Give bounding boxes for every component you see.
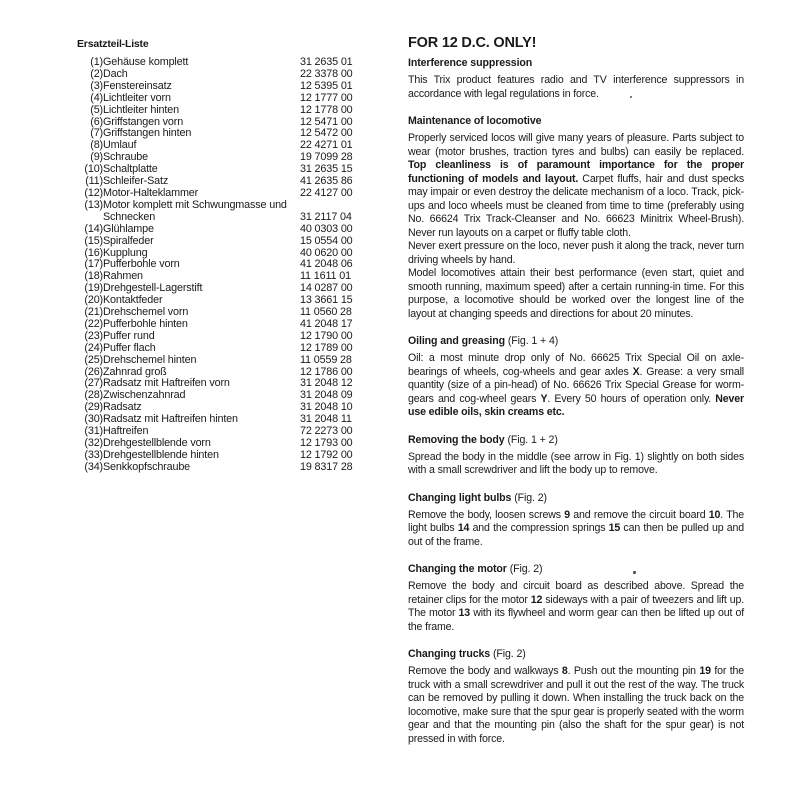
instructions-column bbox=[408, 34, 744, 759]
section-heading bbox=[408, 114, 744, 128]
part-index: (34) bbox=[84, 460, 103, 473]
part-name: Pufferbohle hinten bbox=[103, 317, 188, 330]
body-text: Never exert pressure on the loco, never push it along the track, never turn driving wheels by hand. bbox=[408, 240, 744, 266]
section-title: Oiling and greasing bbox=[408, 335, 505, 347]
body-text: can then be pulled up and out of the frame. bbox=[408, 522, 744, 548]
part-name: Dach bbox=[103, 67, 128, 80]
part-name: Zahnrad groß bbox=[103, 365, 167, 378]
body-text: . Grease: a very small quantity (size of a pin-head) of No. 66626 Trix Special Grease for worm-gears and cog-wheel gears bbox=[408, 365, 744, 405]
parts-list-item bbox=[77, 93, 367, 105]
part-number: 11 1611 01 bbox=[300, 270, 351, 283]
part-index: (1) bbox=[90, 56, 103, 68]
part-index: (6) bbox=[90, 115, 103, 128]
section-title: Interference suppression bbox=[408, 57, 533, 69]
part-name: Radsatz mit Haftreifen vorn bbox=[103, 377, 230, 390]
part-name: Zwischenzahnrad bbox=[103, 389, 186, 402]
print-speck bbox=[633, 571, 636, 574]
emphasized-text: 10 bbox=[708, 508, 721, 521]
body-text: and the compression springs bbox=[469, 522, 609, 534]
part-index: (33) bbox=[84, 448, 103, 461]
part-number: 31 2048 10 bbox=[300, 401, 353, 414]
part-number: 11 0560 28 bbox=[300, 306, 352, 319]
parts-list-item bbox=[77, 105, 367, 117]
part-number: 31 2117 04 bbox=[300, 210, 352, 223]
part-index: (10) bbox=[84, 163, 103, 176]
parts-list-item bbox=[77, 331, 367, 343]
part-index: (4) bbox=[90, 91, 103, 104]
part-index: (14) bbox=[84, 222, 103, 235]
figure-reference: (Fig. 2) bbox=[509, 563, 543, 575]
body-text: Oil: a most minute drop only of No. 66625 Trix Special Oil on axle-bearings of wheels, cog-wheels and gear axles bbox=[408, 352, 744, 378]
section-heading bbox=[408, 433, 744, 447]
parts-list-item bbox=[77, 224, 367, 236]
part-index: (30) bbox=[84, 413, 103, 426]
part-index: (31) bbox=[84, 425, 103, 438]
emphasized-text: 8 bbox=[561, 665, 568, 677]
part-name: Drehgestell-Lagerstift bbox=[103, 282, 203, 295]
part-number: 41 2048 06 bbox=[300, 258, 353, 271]
part-number: 12 5471 00 bbox=[300, 115, 353, 128]
part-index: (13) bbox=[84, 198, 103, 211]
section-heading bbox=[408, 334, 744, 348]
body-text: Carpet fluffs, hair and dust specks may impair or even destroy the delicate mechanism of a loco. Track, pick-ups and loco wheels must be cleaned from time to time (preferably using No. 66624 Trix Track-Cleanser and No. 66623 Minitrix Wheel-Brush). Never run layouts on a carpet or fluffy table cloth. bbox=[408, 172, 745, 239]
part-number: 12 1778 00 bbox=[300, 103, 353, 116]
part-number: 31 2635 15 bbox=[300, 163, 353, 176]
parts-list-item bbox=[77, 200, 367, 224]
part-name: Kontaktfeder bbox=[103, 294, 163, 307]
part-number: 12 1789 00 bbox=[300, 341, 353, 354]
instruction-section bbox=[408, 433, 744, 478]
part-number: 12 5395 01 bbox=[300, 79, 353, 92]
part-number: 12 1786 00 bbox=[300, 365, 353, 378]
part-number: 31 2048 09 bbox=[300, 389, 353, 402]
section-paragraph bbox=[408, 240, 744, 267]
section-heading bbox=[408, 562, 744, 576]
part-name: Griffstangen hinten bbox=[103, 127, 192, 140]
part-index: (16) bbox=[84, 246, 103, 259]
instruction-section bbox=[408, 56, 744, 101]
body-text: Model locomotives attain their best performance (even start, quiet and smooth running, maximum speed) after a certain running-in time. For this purpose, a locomotive should be worked over the longest line of the layout at changing speeds and directions for about 20 minutes. bbox=[408, 267, 744, 320]
part-number: 12 5472 00 bbox=[300, 127, 353, 140]
section-paragraph bbox=[408, 352, 744, 420]
part-index: (23) bbox=[84, 329, 103, 342]
parts-list-column bbox=[77, 38, 367, 474]
parts-list-title: Ersatzteil-Liste bbox=[77, 38, 149, 50]
section-title: Removing the body bbox=[408, 433, 505, 446]
part-name: Rahmen bbox=[103, 270, 143, 283]
part-name: Kupplung bbox=[103, 246, 148, 259]
section-paragraph bbox=[408, 509, 744, 550]
part-number: 14 0287 00 bbox=[300, 282, 353, 295]
part-index: (32) bbox=[84, 437, 103, 449]
emphasized-text: Top cleanliness is of paramount importance for the proper functioning of models and layout. bbox=[408, 159, 744, 185]
section-heading bbox=[408, 491, 744, 505]
part-name: Radsatz bbox=[103, 401, 142, 414]
part-number: 19 8317 28 bbox=[300, 460, 353, 473]
part-name: Drehschemel hinten bbox=[103, 353, 197, 366]
emphasized-text: Never use edible oils, skin creams etc. bbox=[408, 392, 744, 418]
part-number: 13 3661 15 bbox=[300, 294, 353, 307]
emphasized-text: Y bbox=[540, 392, 548, 405]
body-text: Remove the body, loosen screws bbox=[408, 508, 565, 521]
figure-reference: (Fig. 1 + 4) bbox=[507, 335, 559, 347]
part-number: 72 2273 00 bbox=[300, 425, 353, 438]
part-index: (17) bbox=[84, 258, 103, 271]
print-speck bbox=[630, 96, 632, 98]
part-index: (28) bbox=[84, 389, 103, 402]
part-number: 22 4127 00 bbox=[300, 186, 353, 199]
section-paragraph bbox=[408, 451, 744, 478]
part-name: Haftreifen bbox=[103, 425, 149, 438]
figure-reference: (Fig. 2) bbox=[492, 648, 526, 660]
part-index: (3) bbox=[90, 79, 103, 92]
section-title: Changing light bulbs bbox=[408, 491, 512, 504]
figure-reference: (Fig. 2) bbox=[514, 491, 547, 504]
part-number: 40 0620 00 bbox=[300, 246, 353, 259]
instruction-section bbox=[408, 114, 744, 321]
parts-list-item bbox=[77, 462, 367, 474]
part-number: 12 1790 00 bbox=[300, 329, 353, 342]
body-text: Spread the body in the middle (see arrow in Fig. 1) slightly on both sides with a small screwdriver and lift the body up to remove. bbox=[408, 450, 744, 476]
part-number: 41 2635 86 bbox=[300, 175, 353, 188]
part-name: Schraube bbox=[103, 151, 149, 164]
section-heading bbox=[408, 647, 744, 661]
part-name: Puffer rund bbox=[103, 329, 155, 342]
part-index: (11) bbox=[85, 175, 103, 188]
parts-list-item bbox=[77, 81, 367, 93]
instruction-section bbox=[408, 647, 744, 746]
part-name: Drehschemel vorn bbox=[103, 306, 189, 319]
part-name: Pufferbohle vorn bbox=[103, 258, 180, 271]
part-index: (15) bbox=[84, 234, 103, 247]
section-paragraph bbox=[408, 74, 744, 101]
part-number: 11 0559 28 bbox=[300, 353, 352, 366]
section-paragraph bbox=[408, 267, 744, 321]
part-index: (19) bbox=[84, 282, 103, 295]
instruction-section bbox=[408, 491, 744, 550]
part-number: 41 2048 17 bbox=[300, 317, 353, 330]
part-index: (27) bbox=[84, 377, 103, 390]
part-name: Glühlampe bbox=[103, 222, 154, 235]
part-number: 12 1792 00 bbox=[300, 448, 353, 461]
section-paragraph bbox=[408, 665, 744, 746]
part-name: Schaltplatte bbox=[103, 163, 158, 176]
emphasized-text: 13 bbox=[458, 607, 471, 619]
part-index: (24) bbox=[84, 341, 103, 354]
part-number: 22 4271 01 bbox=[300, 139, 353, 152]
section-title: Changing trucks bbox=[408, 648, 491, 660]
part-index: (26) bbox=[84, 365, 103, 378]
emphasized-text: X bbox=[632, 365, 640, 378]
body-text: . Every 50 hours of operation only. bbox=[547, 392, 716, 405]
body-text: . Push out the mounting pin bbox=[567, 665, 700, 677]
instruction-section bbox=[408, 562, 744, 634]
body-text: Properly serviced locos will give many years of pleasure. Parts subject to wear (motor brushes, traction tyres and bulbs) can easily be replaced. bbox=[408, 132, 744, 158]
part-name: Drehgestellblende vorn bbox=[103, 437, 211, 449]
part-number: 12 1777 00 bbox=[300, 91, 353, 104]
part-name: Schleifer-Satz bbox=[103, 175, 169, 188]
section-title: Maintenance of locomotive bbox=[408, 115, 542, 127]
voltage-warning-heading: FOR 12 D.C. ONLY! bbox=[408, 35, 537, 51]
part-index: (25) bbox=[84, 353, 103, 366]
part-name: Motor-Halteklammer bbox=[103, 186, 199, 199]
figure-reference: (Fig. 1 + 2) bbox=[507, 433, 558, 446]
section-heading bbox=[408, 56, 744, 70]
body-text: Remove the body and circuit board as described above. Spread the retainer clips for the motor bbox=[408, 580, 744, 606]
parts-list-item bbox=[77, 355, 367, 367]
part-index: (8) bbox=[90, 139, 103, 152]
part-index: (5) bbox=[90, 103, 103, 116]
part-number: 31 2048 12 bbox=[300, 377, 353, 390]
part-name: Lichtleiter hinten bbox=[103, 103, 179, 116]
part-name: Puffer flach bbox=[103, 341, 156, 354]
emphasized-text: 9 bbox=[564, 508, 570, 521]
part-name: Motor komplett mit Schwungmasse und Schnecken bbox=[103, 198, 287, 223]
parts-list-item bbox=[77, 343, 367, 355]
parts-list-item bbox=[77, 236, 367, 248]
section-paragraph bbox=[408, 132, 744, 240]
part-name: Griffstangen vorn bbox=[103, 115, 184, 128]
emphasized-text: 12 bbox=[530, 593, 543, 606]
part-name: Drehgestellblende hinten bbox=[103, 448, 219, 461]
part-name: Senkkopfschraube bbox=[103, 460, 191, 473]
body-text: for the truck with a small screwdriver and pull it out the rest of the way. The truck can be removed by pulling it down. When installing the truck back on the locomotive, make sure that the spur gear is properly seated with the worm gear and that the mounting pin (also the shaft for the spur gear) is not pressed in with force. bbox=[408, 665, 744, 745]
part-name: Fenstereinsatz bbox=[103, 79, 172, 92]
part-index: (29) bbox=[84, 401, 103, 414]
part-index: (9) bbox=[90, 151, 103, 164]
part-number: 22 3378 00 bbox=[300, 67, 353, 80]
part-number: 40 0303 00 bbox=[300, 222, 353, 235]
body-text: and remove the circuit board bbox=[569, 508, 709, 521]
parts-list bbox=[77, 57, 367, 474]
part-index: (12) bbox=[84, 186, 103, 199]
part-index: (2) bbox=[90, 67, 103, 80]
part-index: (20) bbox=[84, 294, 103, 307]
part-index: (18) bbox=[84, 270, 103, 283]
emphasized-text: 15 bbox=[608, 522, 621, 534]
part-number: 31 2635 01 bbox=[300, 56, 353, 68]
part-number: 31 2048 11 bbox=[300, 413, 352, 426]
part-number: 19 7099 28 bbox=[300, 151, 353, 164]
emphasized-text: 19 bbox=[699, 665, 711, 677]
instruction-section bbox=[408, 334, 744, 420]
body-text: with its flywheel and worm gear can then be lifted up out of the frame. bbox=[408, 607, 744, 633]
part-index: (22) bbox=[84, 317, 103, 330]
part-name: Umlauf bbox=[103, 139, 137, 152]
emphasized-text: 14 bbox=[457, 522, 470, 534]
instruction-sections bbox=[408, 56, 744, 746]
part-number: 15 0554 00 bbox=[300, 234, 353, 247]
part-index: (7) bbox=[90, 127, 103, 140]
part-name: Radsatz mit Haftreifen hinten bbox=[103, 413, 238, 426]
section-title: Changing the motor bbox=[408, 563, 507, 575]
body-text: . The light bulbs bbox=[408, 508, 744, 534]
part-name: Spiralfeder bbox=[103, 234, 154, 247]
body-text: Remove the body and walkways bbox=[408, 665, 562, 677]
body-text: This Trix product features radio and TV interference suppressors in accordance with legal regulations in force. bbox=[408, 74, 744, 100]
part-name: Lichtleiter vorn bbox=[103, 91, 171, 104]
body-text: sideways with a pair of tweezers and lift up. The motor bbox=[408, 593, 744, 619]
part-number: 12 1793 00 bbox=[300, 437, 353, 449]
section-paragraph bbox=[408, 580, 744, 634]
part-index: (21) bbox=[84, 306, 103, 319]
part-name: Gehäuse komplett bbox=[103, 56, 189, 68]
